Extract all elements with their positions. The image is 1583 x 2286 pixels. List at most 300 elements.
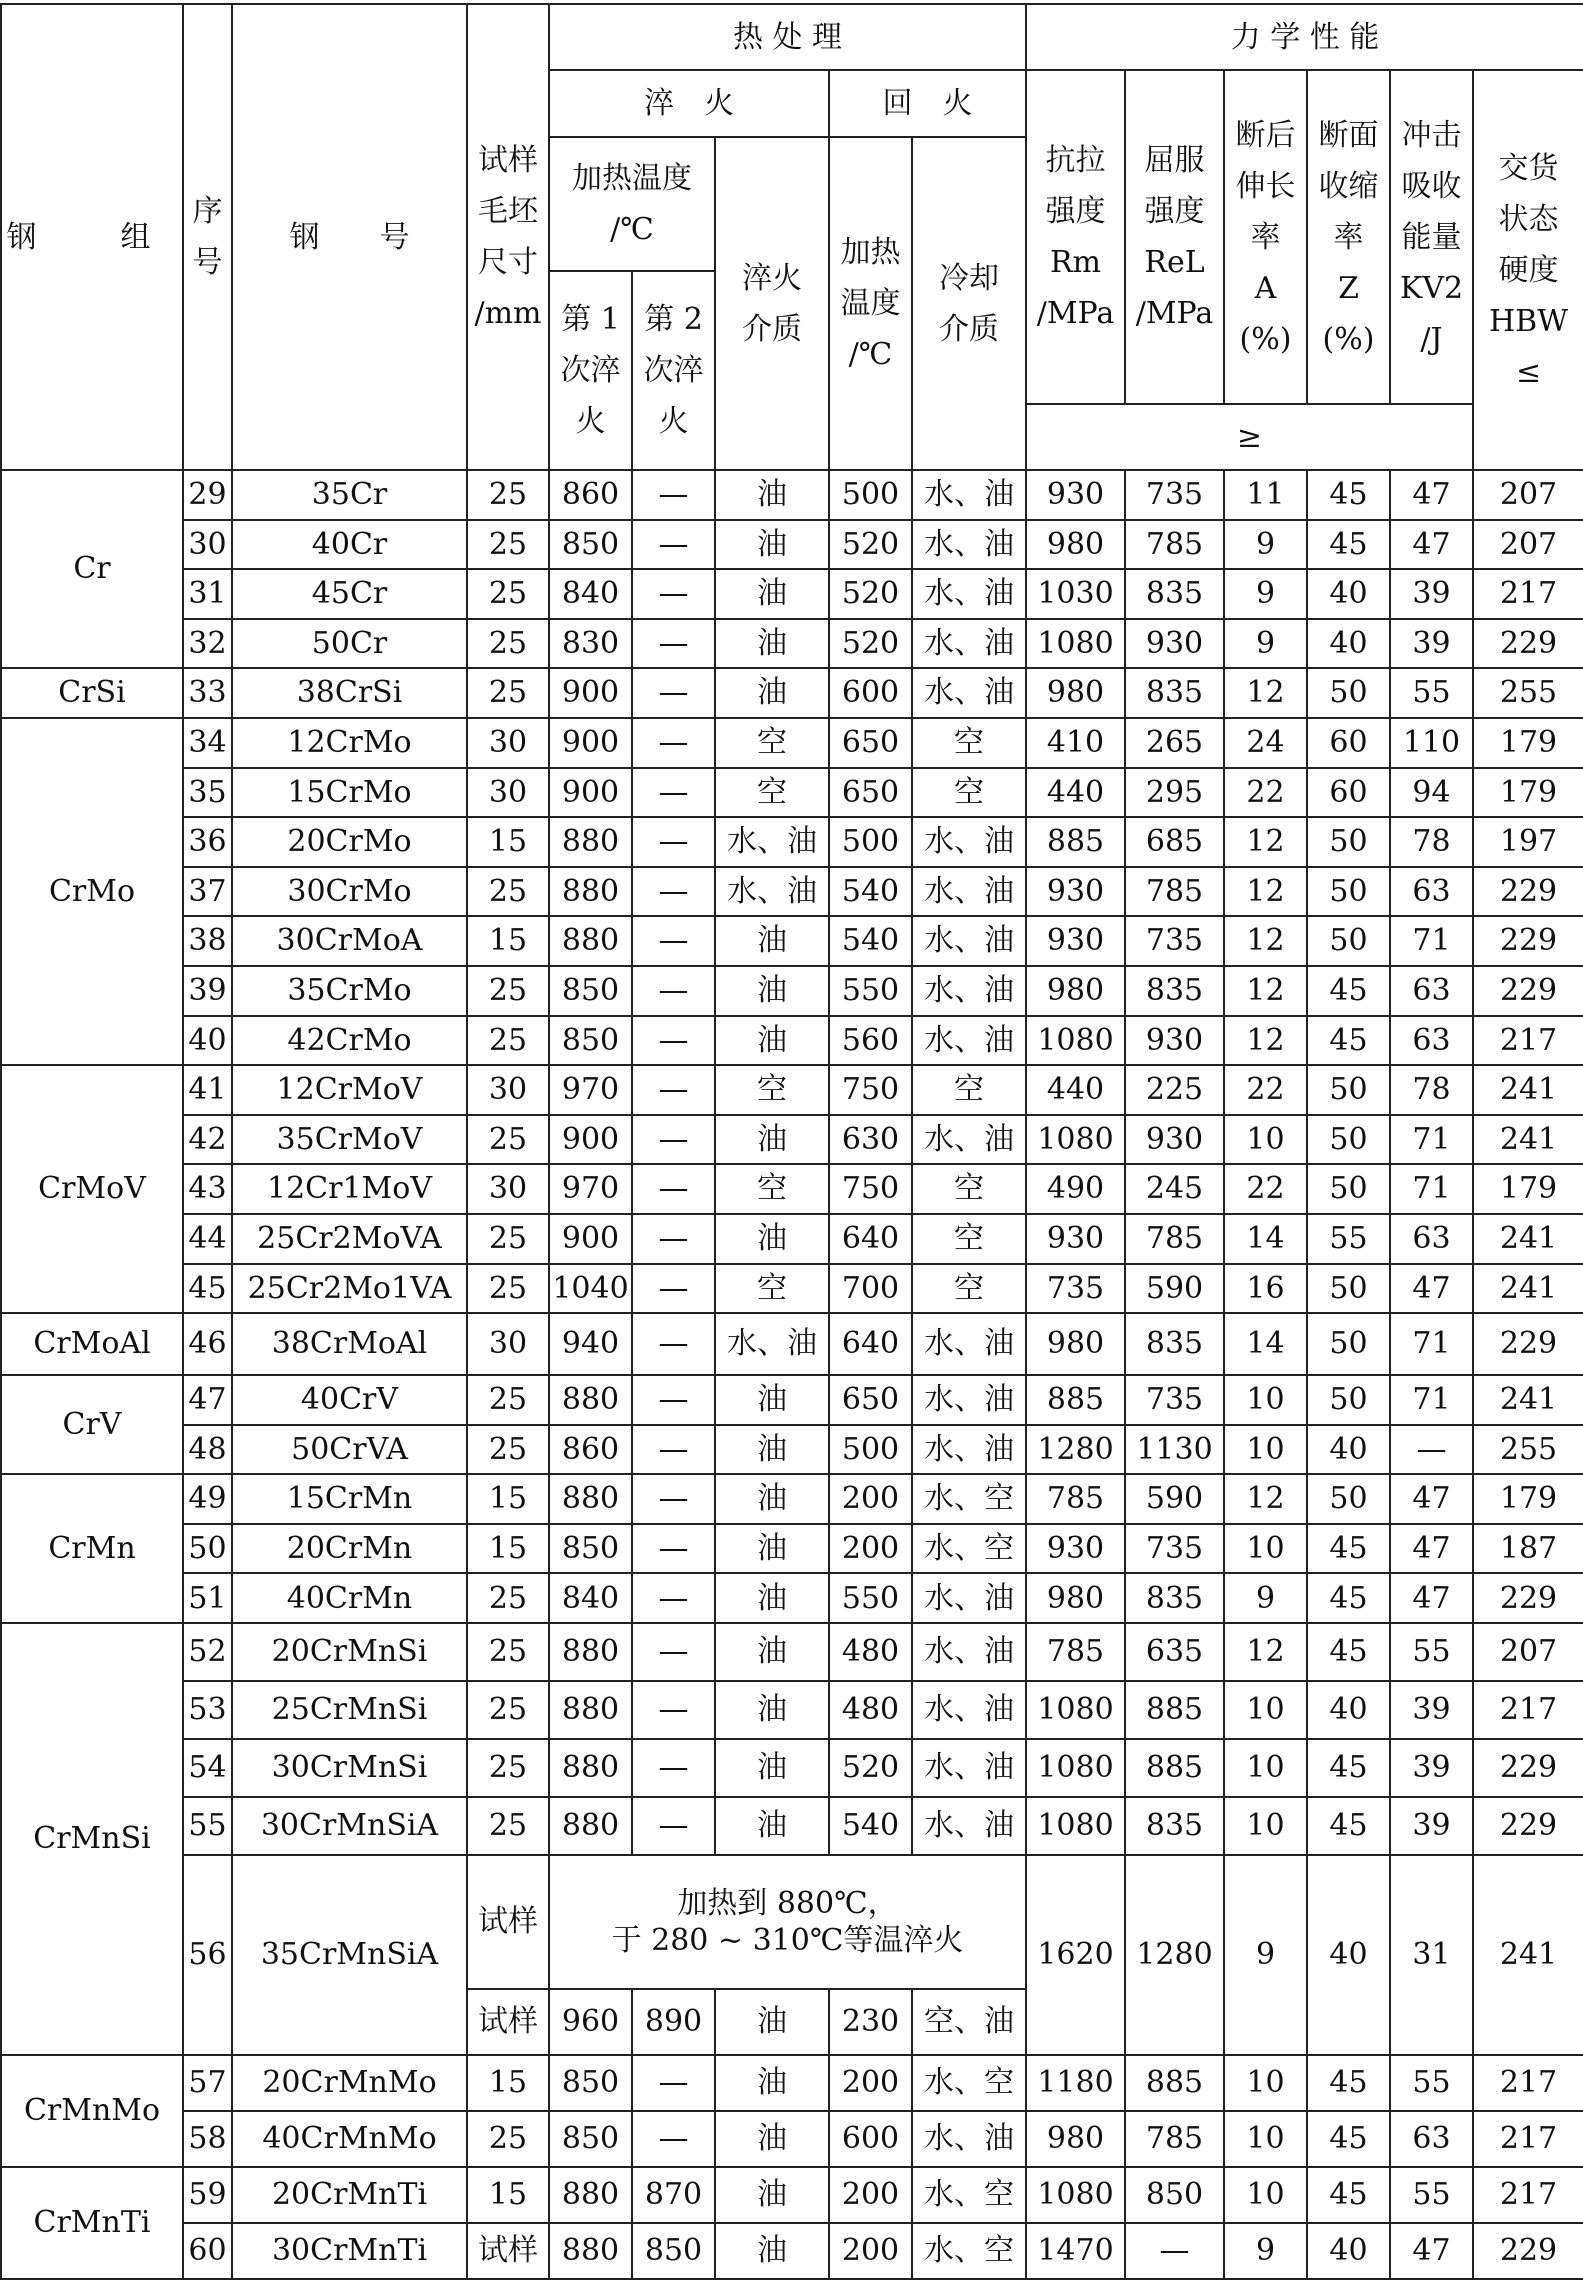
reduction-area-cell: 40 xyxy=(1307,1425,1390,1475)
quench-medium-cell: 油 xyxy=(715,1375,829,1425)
blank-size-cell: 25 xyxy=(467,1214,549,1264)
cooling-medium-cell: 空 xyxy=(912,1065,1026,1115)
first-quench-temp-cell: 1040 xyxy=(549,1264,632,1314)
tensile-strength-cell: 735 xyxy=(1026,1264,1125,1314)
elongation-cell: 12 xyxy=(1224,668,1307,718)
reduction-area-cell: 50 xyxy=(1307,867,1390,917)
table-row xyxy=(1,1375,1583,1425)
tensile-strength-cell: 980 xyxy=(1026,2111,1125,2167)
temper-temp-cell: 480 xyxy=(829,1681,912,1739)
hardness-cell: 217 xyxy=(1473,2055,1583,2111)
elongation-cell: 11 xyxy=(1224,470,1307,520)
tensile-strength-cell: 980 xyxy=(1026,1573,1125,1623)
yield-strength-cell: 225 xyxy=(1125,1065,1224,1115)
temper-temp-cell: 560 xyxy=(829,1016,912,1066)
tensile-strength-cell: 1080 xyxy=(1026,1797,1125,1855)
temper-temp-cell: 540 xyxy=(829,1797,912,1855)
tensile-strength-cell: 1030 xyxy=(1026,569,1125,619)
second-quench-temp-cell: — xyxy=(632,1115,715,1165)
quench-medium-cell: 空 xyxy=(715,1065,829,1115)
seq-no-cell: 43 xyxy=(183,1164,232,1214)
blank-size-cell: 15 xyxy=(467,916,549,966)
table-row xyxy=(1,470,1583,520)
quench-medium-cell: 空 xyxy=(715,1164,829,1214)
table-row xyxy=(1,1573,1583,1623)
temper-temp-cell: 520 xyxy=(829,520,912,570)
hardness-cell: 229 xyxy=(1473,1739,1583,1797)
header-elongation: 断后 伸长 率 A (%) xyxy=(1224,70,1307,404)
quench-medium-cell: 油 xyxy=(715,668,829,718)
blank-size-cell: 25 xyxy=(467,619,549,669)
blank-size-cell: 试样 xyxy=(467,1855,549,1989)
grade-cell: 45Cr xyxy=(232,569,467,619)
grade-cell: 35CrMnSiA xyxy=(232,1855,467,2055)
yield-strength-cell: 735 xyxy=(1125,1375,1224,1425)
cooling-medium-cell: 水、油 xyxy=(912,916,1026,966)
cooling-medium-cell: 水、油 xyxy=(912,966,1026,1016)
table-row xyxy=(1,867,1583,917)
second-quench-temp-cell: — xyxy=(632,1313,715,1375)
second-quench-temp-cell: — xyxy=(632,1623,715,1681)
elongation-cell: 12 xyxy=(1224,1016,1307,1066)
second-quench-temp-cell: — xyxy=(632,2055,715,2111)
blank-size-cell: 25 xyxy=(467,1739,549,1797)
steel-group-cell: CrMn xyxy=(1,1474,183,1623)
table-row xyxy=(1,768,1583,818)
temper-temp-cell: 640 xyxy=(829,1313,912,1375)
seq-no-cell: 31 xyxy=(183,569,232,619)
temper-temp-cell: 550 xyxy=(829,966,912,1016)
second-quench-temp-cell: — xyxy=(632,1524,715,1574)
table-row xyxy=(1,966,1583,1016)
quench-medium-cell: 油 xyxy=(715,1681,829,1739)
seq-no-cell: 29 xyxy=(183,470,232,520)
blank-size-cell: 25 xyxy=(467,520,549,570)
hardness-cell: 255 xyxy=(1473,1425,1583,1475)
yield-strength-cell: 785 xyxy=(1125,1214,1224,1264)
grade-cell: 15CrMn xyxy=(232,1474,467,1524)
impact-energy-cell: 39 xyxy=(1390,1681,1473,1739)
table-row xyxy=(1,1623,1583,1681)
header-seq-no: 序 号 xyxy=(183,4,232,470)
quench-medium-cell: 油 xyxy=(715,1115,829,1165)
table-row xyxy=(1,2111,1583,2167)
temper-temp-cell: 600 xyxy=(829,2111,912,2167)
second-quench-temp-cell: — xyxy=(632,1065,715,1115)
header-first-quench: 第 1 次淬 火 xyxy=(549,271,632,470)
blank-size-cell: 25 xyxy=(467,867,549,917)
tensile-strength-cell: 1620 xyxy=(1026,1855,1125,2055)
reduction-area-cell: 55 xyxy=(1307,1214,1390,1264)
blank-size-cell: 试样 xyxy=(467,2223,549,2279)
table-row xyxy=(1,2167,1583,2223)
temper-temp-cell: 600 xyxy=(829,668,912,718)
first-quench-temp-cell: 880 xyxy=(549,1375,632,1425)
impact-energy-cell: 71 xyxy=(1390,1375,1473,1425)
tensile-strength-cell: 440 xyxy=(1026,1065,1125,1115)
reduction-area-cell: 40 xyxy=(1307,1855,1390,2055)
quench-medium-cell: 油 xyxy=(715,619,829,669)
elongation-cell: 10 xyxy=(1224,2111,1307,2167)
reduction-area-cell: 45 xyxy=(1307,2055,1390,2111)
impact-energy-cell: 47 xyxy=(1390,470,1473,520)
impact-energy-cell: 47 xyxy=(1390,1524,1473,1574)
reduction-area-cell: 45 xyxy=(1307,520,1390,570)
yield-strength-cell: 735 xyxy=(1125,916,1224,966)
elongation-cell: 12 xyxy=(1224,1474,1307,1524)
seq-no-cell: 50 xyxy=(183,1524,232,1574)
cooling-medium-cell: 水、空 xyxy=(912,1524,1026,1574)
impact-energy-cell: 71 xyxy=(1390,1164,1473,1214)
temper-temp-cell: 750 xyxy=(829,1065,912,1115)
blank-size-cell: 15 xyxy=(467,2167,549,2223)
temper-temp-cell: 650 xyxy=(829,718,912,768)
steel-group-cell: CrMnMo xyxy=(1,2055,183,2167)
steel-group-cell: CrSi xyxy=(1,668,183,718)
second-quench-temp-cell: — xyxy=(632,1016,715,1066)
cooling-medium-cell: 水、油 xyxy=(912,1573,1026,1623)
yield-strength-cell: 590 xyxy=(1125,1474,1224,1524)
impact-energy-cell: 110 xyxy=(1390,718,1473,768)
grade-cell: 20CrMn xyxy=(232,1524,467,1574)
yield-strength-cell: 265 xyxy=(1125,718,1224,768)
grade-cell: 38CrSi xyxy=(232,668,467,718)
header-temper-heating-temp: 加热 温度 /℃ xyxy=(829,137,912,470)
second-quench-temp-cell: — xyxy=(632,867,715,917)
tensile-strength-cell: 440 xyxy=(1026,768,1125,818)
elongation-cell: 24 xyxy=(1224,718,1307,768)
reduction-area-cell: 50 xyxy=(1307,668,1390,718)
reduction-area-cell: 60 xyxy=(1307,718,1390,768)
blank-size-cell: 25 xyxy=(467,1573,549,1623)
header-min-symbol: ≥ xyxy=(1026,404,1473,470)
table-header xyxy=(1,4,1583,470)
temper-temp-cell: 550 xyxy=(829,1573,912,1623)
hardness-cell: 241 xyxy=(1473,1214,1583,1264)
first-quench-temp-cell: 850 xyxy=(549,520,632,570)
tensile-strength-cell: 1080 xyxy=(1026,1016,1125,1066)
grade-cell: 20CrMo xyxy=(232,817,467,867)
tensile-strength-cell: 930 xyxy=(1026,470,1125,520)
hardness-cell: 241 xyxy=(1473,1065,1583,1115)
reduction-area-cell: 45 xyxy=(1307,1623,1390,1681)
impact-energy-cell: 39 xyxy=(1390,1797,1473,1855)
impact-energy-cell: 94 xyxy=(1390,768,1473,818)
temper-temp-cell: 520 xyxy=(829,619,912,669)
first-quench-temp-cell: 940 xyxy=(549,1313,632,1375)
second-quench-temp-cell: — xyxy=(632,569,715,619)
header-reduction-area: 断面 收缩 率 Z (%) xyxy=(1307,70,1390,404)
table-row xyxy=(1,1164,1583,1214)
blank-size-cell: 15 xyxy=(467,1524,549,1574)
quench-medium-cell: 空 xyxy=(715,1264,829,1314)
header-second-quench: 第 2 次淬 火 xyxy=(632,271,715,470)
cooling-medium-cell: 水、油 xyxy=(912,1313,1026,1375)
first-quench-temp-cell: 850 xyxy=(549,1524,632,1574)
reduction-area-cell: 50 xyxy=(1307,1375,1390,1425)
reduction-area-cell: 45 xyxy=(1307,1524,1390,1574)
seq-no-cell: 58 xyxy=(183,2111,232,2167)
second-quench-temp-cell: — xyxy=(632,966,715,1016)
tensile-strength-cell: 885 xyxy=(1026,1375,1125,1425)
quench-medium-cell: 油 xyxy=(715,966,829,1016)
first-quench-temp-cell: 880 xyxy=(549,1623,632,1681)
cooling-medium-cell: 水、油 xyxy=(912,619,1026,669)
impact-energy-cell: 78 xyxy=(1390,1065,1473,1115)
first-quench-temp-cell: 880 xyxy=(549,1474,632,1524)
hardness-cell: 179 xyxy=(1473,1164,1583,1214)
hardness-cell: 217 xyxy=(1473,569,1583,619)
hardness-cell: 217 xyxy=(1473,2167,1583,2223)
hardness-cell: 241 xyxy=(1473,1115,1583,1165)
blank-size-cell: 25 xyxy=(467,1115,549,1165)
yield-strength-cell: 785 xyxy=(1125,520,1224,570)
blank-size-cell: 25 xyxy=(467,1016,549,1066)
first-quench-temp-cell: 880 xyxy=(549,2167,632,2223)
header-heating-temp: 加热温度 /℃ xyxy=(549,137,715,271)
cooling-medium-cell: 水、空 xyxy=(912,2167,1026,2223)
cooling-medium-cell: 水、空 xyxy=(912,2223,1026,2279)
seq-no-cell: 52 xyxy=(183,1623,232,1681)
temper-temp-cell: 200 xyxy=(829,1474,912,1524)
impact-energy-cell: 39 xyxy=(1390,619,1473,669)
second-quench-temp-cell: — xyxy=(632,1214,715,1264)
second-quench-temp-cell: 850 xyxy=(632,2223,715,2279)
grade-cell: 20CrMnTi xyxy=(232,2167,467,2223)
first-quench-temp-cell: 850 xyxy=(549,2055,632,2111)
second-quench-temp-cell: — xyxy=(632,1264,715,1314)
first-quench-temp-cell: 900 xyxy=(549,1115,632,1165)
hardness-cell: 229 xyxy=(1473,619,1583,669)
yield-strength-cell: 930 xyxy=(1125,1016,1224,1066)
first-quench-temp-cell: 900 xyxy=(549,718,632,768)
temper-temp-cell: 700 xyxy=(829,1264,912,1314)
header-mechanical-properties: 力 学 性 能 xyxy=(1026,4,1583,70)
second-quench-temp-cell: — xyxy=(632,1425,715,1475)
second-quench-temp-cell: — xyxy=(632,2111,715,2167)
hardness-cell: 241 xyxy=(1473,1375,1583,1425)
impact-energy-cell: 71 xyxy=(1390,916,1473,966)
grade-cell: 40CrMnMo xyxy=(232,2111,467,2167)
header-hardness: 交货 状态 硬度 HBW ≤ xyxy=(1473,70,1583,470)
elongation-cell: 10 xyxy=(1224,1797,1307,1855)
yield-strength-cell: 835 xyxy=(1125,966,1224,1016)
grade-cell: 25Cr2Mo1VA xyxy=(232,1264,467,1314)
blank-size-cell: 30 xyxy=(467,1065,549,1115)
first-quench-temp-cell: 880 xyxy=(549,867,632,917)
tensile-strength-cell: 980 xyxy=(1026,668,1125,718)
grade-cell: 38CrMoAl xyxy=(232,1313,467,1375)
seq-no-cell: 54 xyxy=(183,1739,232,1797)
second-quench-temp-cell: — xyxy=(632,1739,715,1797)
grade-cell: 20CrMnSi xyxy=(232,1623,467,1681)
reduction-area-cell: 50 xyxy=(1307,1065,1390,1115)
quench-medium-cell: 油 xyxy=(715,1016,829,1066)
tensile-strength-cell: 1180 xyxy=(1026,2055,1125,2111)
second-quench-temp-cell: — xyxy=(632,668,715,718)
yield-strength-cell: 930 xyxy=(1125,1115,1224,1165)
table-row xyxy=(1,520,1583,570)
first-quench-temp-cell: 880 xyxy=(549,1739,632,1797)
tensile-strength-cell: 930 xyxy=(1026,867,1125,917)
quench-medium-cell: 油 xyxy=(715,916,829,966)
cooling-medium-cell: 水、油 xyxy=(912,668,1026,718)
reduction-area-cell: 50 xyxy=(1307,916,1390,966)
first-quench-temp-cell: 970 xyxy=(549,1164,632,1214)
cooling-medium-cell: 空 xyxy=(912,768,1026,818)
seq-no-cell: 44 xyxy=(183,1214,232,1264)
quench-medium-cell: 水、油 xyxy=(715,867,829,917)
yield-strength-cell: 835 xyxy=(1125,1797,1224,1855)
seq-no-cell: 41 xyxy=(183,1065,232,1115)
elongation-cell: 12 xyxy=(1224,966,1307,1016)
quench-medium-cell: 空 xyxy=(715,718,829,768)
first-quench-temp-cell: 850 xyxy=(549,1016,632,1066)
seq-no-cell: 47 xyxy=(183,1375,232,1425)
quench-medium-cell: 油 xyxy=(715,2055,829,2111)
yield-strength-cell: — xyxy=(1125,2223,1224,2279)
hardness-cell: 229 xyxy=(1473,1313,1583,1375)
reduction-area-cell: 40 xyxy=(1307,1681,1390,1739)
first-quench-temp-cell: 960 xyxy=(549,1989,632,2055)
reduction-area-cell: 45 xyxy=(1307,1797,1390,1855)
cooling-medium-cell: 水、油 xyxy=(912,1739,1026,1797)
reduction-area-cell: 45 xyxy=(1307,1573,1390,1623)
elongation-cell: 10 xyxy=(1224,1375,1307,1425)
first-quench-temp-cell: 880 xyxy=(549,916,632,966)
elongation-cell: 22 xyxy=(1224,1065,1307,1115)
table-row xyxy=(1,1016,1583,1066)
tensile-strength-cell: 1470 xyxy=(1026,2223,1125,2279)
table-row xyxy=(1,1425,1583,1475)
temper-temp-cell: 480 xyxy=(829,1623,912,1681)
impact-energy-cell: 55 xyxy=(1390,1623,1473,1681)
grade-cell: 20CrMnMo xyxy=(232,2055,467,2111)
first-quench-temp-cell: 860 xyxy=(549,1425,632,1475)
seq-no-cell: 36 xyxy=(183,817,232,867)
steel-group-cell: CrMo xyxy=(1,718,183,1065)
yield-strength-cell: 295 xyxy=(1125,768,1224,818)
first-quench-temp-cell: 880 xyxy=(549,817,632,867)
cooling-medium-cell: 水、油 xyxy=(912,1115,1026,1165)
table-row xyxy=(1,817,1583,867)
hardness-cell: 187 xyxy=(1473,1524,1583,1574)
elongation-cell: 22 xyxy=(1224,1164,1307,1214)
elongation-cell: 9 xyxy=(1224,520,1307,570)
header-blank-size: 试样 毛坯 尺寸 /mm xyxy=(467,4,549,470)
blank-size-cell: 25 xyxy=(467,966,549,1016)
header-steel-group: 钢 组 xyxy=(1,4,183,470)
temper-temp-cell: 640 xyxy=(829,1214,912,1264)
seq-no-cell: 53 xyxy=(183,1681,232,1739)
first-quench-temp-cell: 860 xyxy=(549,470,632,520)
reduction-area-cell: 40 xyxy=(1307,619,1390,669)
table-row xyxy=(1,1264,1583,1314)
grade-cell: 40CrMn xyxy=(232,1573,467,1623)
blank-size-cell: 15 xyxy=(467,2055,549,2111)
blank-size-cell: 25 xyxy=(467,569,549,619)
temper-temp-cell: 200 xyxy=(829,1524,912,1574)
seq-no-cell: 40 xyxy=(183,1016,232,1066)
quench-medium-cell: 油 xyxy=(715,1573,829,1623)
second-quench-temp-cell: — xyxy=(632,768,715,818)
table-row xyxy=(1,668,1583,718)
temper-temp-cell: 500 xyxy=(829,817,912,867)
grade-cell: 35CrMoV xyxy=(232,1115,467,1165)
cooling-medium-cell: 水、油 xyxy=(912,569,1026,619)
quench-medium-cell: 油 xyxy=(715,2167,829,2223)
hardness-cell: 229 xyxy=(1473,867,1583,917)
tensile-strength-cell: 930 xyxy=(1026,916,1125,966)
seq-no-cell: 45 xyxy=(183,1264,232,1314)
tensile-strength-cell: 785 xyxy=(1026,1623,1125,1681)
second-quench-temp-cell: 890 xyxy=(632,1989,715,2055)
hardness-cell: 197 xyxy=(1473,817,1583,867)
second-quench-temp-cell: — xyxy=(632,817,715,867)
elongation-cell: 10 xyxy=(1224,2167,1307,2223)
cooling-medium-cell: 水、油 xyxy=(912,1375,1026,1425)
tensile-strength-cell: 885 xyxy=(1026,817,1125,867)
hardness-cell: 229 xyxy=(1473,1573,1583,1623)
reduction-area-cell: 45 xyxy=(1307,1016,1390,1066)
temper-temp-cell: 540 xyxy=(829,867,912,917)
grade-cell: 30CrMnTi xyxy=(232,2223,467,2279)
seq-no-cell: 39 xyxy=(183,966,232,1016)
header-tensile-strength: 抗拉 强度 Rm /MPa xyxy=(1026,70,1125,404)
hardness-cell: 207 xyxy=(1473,470,1583,520)
elongation-cell: 9 xyxy=(1224,619,1307,669)
temper-temp-cell: 520 xyxy=(829,569,912,619)
first-quench-temp-cell: 840 xyxy=(549,1573,632,1623)
temper-temp-cell: 650 xyxy=(829,1375,912,1425)
first-quench-temp-cell: 880 xyxy=(549,1681,632,1739)
hardness-cell: 255 xyxy=(1473,668,1583,718)
header-tempering: 回 火 xyxy=(829,70,1026,137)
header-quenching: 淬 火 xyxy=(549,70,829,137)
yield-strength-cell: 885 xyxy=(1125,1739,1224,1797)
grade-cell: 15CrMo xyxy=(232,768,467,818)
seq-no-cell: 32 xyxy=(183,619,232,669)
table-row xyxy=(1,916,1583,966)
reduction-area-cell: 45 xyxy=(1307,1739,1390,1797)
elongation-cell: 10 xyxy=(1224,2055,1307,2111)
yield-strength-cell: 245 xyxy=(1125,1164,1224,1214)
quench-medium-cell: 油 xyxy=(715,2111,829,2167)
cooling-medium-cell: 水、空 xyxy=(912,1474,1026,1524)
impact-energy-cell: 63 xyxy=(1390,867,1473,917)
reduction-area-cell: 45 xyxy=(1307,2111,1390,2167)
hardness-cell: 217 xyxy=(1473,1681,1583,1739)
blank-size-cell: 15 xyxy=(467,1474,549,1524)
impact-energy-cell: 63 xyxy=(1390,2111,1473,2167)
second-quench-temp-cell: — xyxy=(632,1375,715,1425)
steel-group-cell: Cr xyxy=(1,470,183,668)
hardness-cell: 229 xyxy=(1473,2223,1583,2279)
header-grade: 钢 号 xyxy=(232,4,467,470)
temper-temp-cell: 750 xyxy=(829,1164,912,1214)
elongation-cell: 12 xyxy=(1224,916,1307,966)
table-row xyxy=(1,1214,1583,1264)
table-row xyxy=(1,1115,1583,1165)
grade-cell: 25CrMnSi xyxy=(232,1681,467,1739)
cooling-medium-cell: 水、油 xyxy=(912,1681,1026,1739)
hardness-cell: 229 xyxy=(1473,916,1583,966)
blank-size-cell: 25 xyxy=(467,1623,549,1681)
blank-size-cell: 25 xyxy=(467,1425,549,1475)
tensile-strength-cell: 930 xyxy=(1026,1214,1125,1264)
cooling-medium-cell: 空 xyxy=(912,718,1026,768)
reduction-area-cell: 45 xyxy=(1307,2167,1390,2223)
